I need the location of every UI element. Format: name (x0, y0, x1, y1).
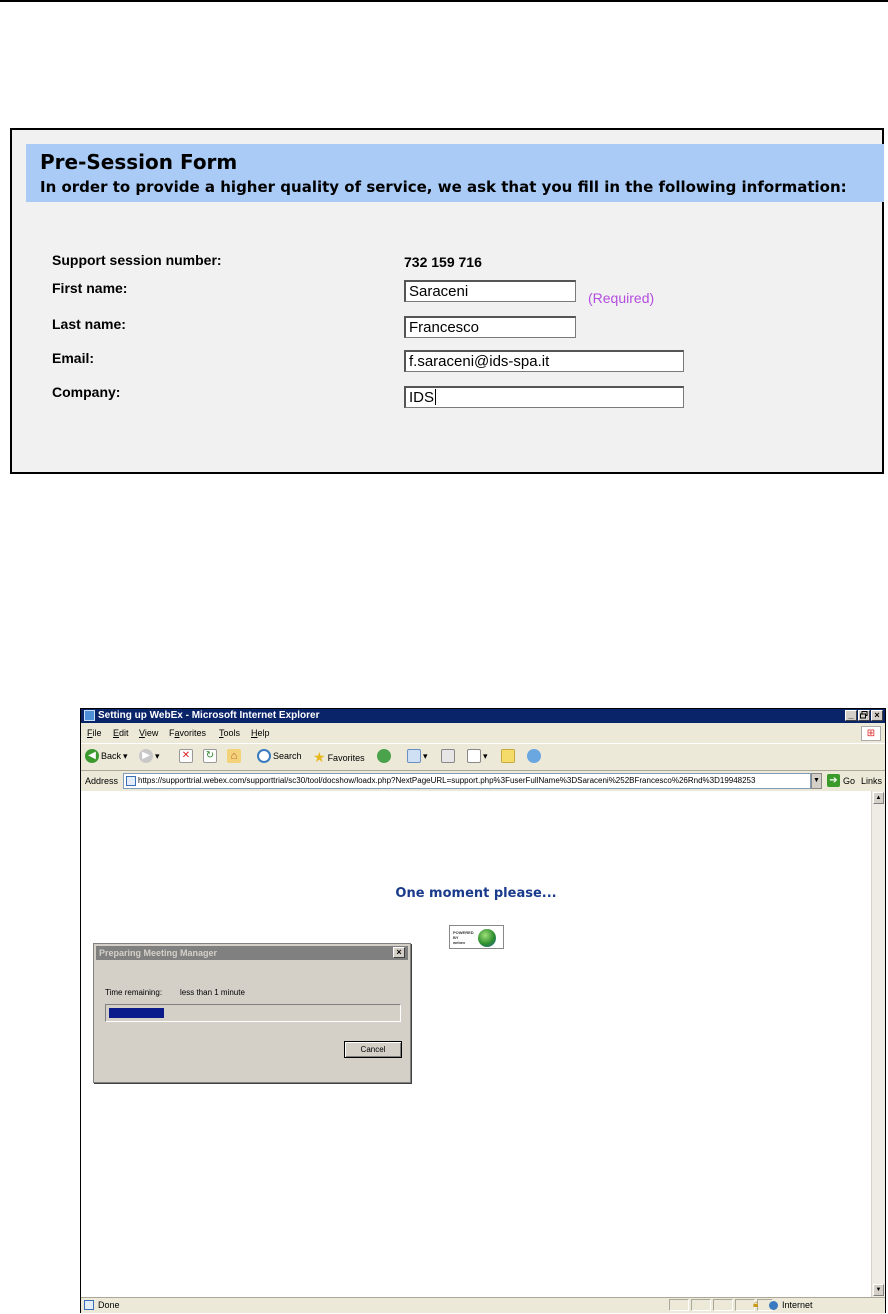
scroll-up-button[interactable]: ▲ (873, 792, 884, 804)
menu-help[interactable]: Help (251, 728, 270, 738)
session-number-value: 732 159 716 (404, 254, 482, 270)
text-caret (435, 389, 436, 405)
refresh-button[interactable] (203, 749, 217, 763)
scroll-down-button[interactable]: ▼ (873, 1284, 884, 1296)
page-content (81, 791, 871, 1297)
progress-bar (105, 1004, 401, 1022)
stop-button[interactable] (179, 749, 193, 763)
back-button[interactable]: ◀ Back ▾ (85, 749, 128, 763)
discuss-button[interactable] (501, 749, 515, 763)
dialog-close-button[interactable]: × (393, 947, 405, 958)
page-done-icon (84, 1300, 94, 1310)
address-bar (81, 771, 885, 792)
address-label: Address (85, 776, 119, 786)
edit-page-icon (467, 749, 481, 763)
print-icon (441, 749, 455, 763)
home-button[interactable] (227, 749, 241, 763)
pre-session-form (10, 128, 884, 474)
lock-icon: 🔒︎ (753, 1299, 759, 1310)
messenger-button[interactable] (527, 749, 541, 763)
cancel-button[interactable]: Cancel (344, 1041, 402, 1058)
status-cell (691, 1299, 711, 1311)
company-label: Company: (52, 384, 121, 400)
menu-edit[interactable]: Edit (113, 728, 129, 738)
close-button[interactable]: × (871, 710, 883, 721)
forward-button[interactable] (139, 749, 160, 763)
session-number-label: Support session number: (52, 252, 222, 268)
form-title: Pre-Session Form (40, 150, 238, 174)
zone-text: Internet (782, 1300, 813, 1310)
windows-logo-icon: ⊞ (861, 726, 881, 741)
company-value: IDS (409, 389, 435, 406)
dropdown-arrow-icon: ▾ (155, 750, 160, 761)
progress-bar-fill (109, 1008, 164, 1018)
page-icon (126, 776, 136, 786)
status-bar (81, 1297, 885, 1313)
stop-icon: ✕ (179, 749, 193, 763)
forward-arrow-icon: ▶ (139, 749, 153, 763)
refresh-icon: ↻ (203, 749, 217, 763)
messenger-icon (527, 749, 541, 763)
menu-file[interactable]: File (87, 728, 102, 738)
star-icon: ★ (313, 749, 326, 765)
menu-view[interactable]: View (139, 728, 159, 738)
browser-titlebar (81, 709, 885, 723)
search-icon (257, 749, 271, 763)
restore-icon (860, 711, 868, 719)
ie-page-icon (84, 710, 95, 721)
status-cell (735, 1299, 755, 1311)
address-input[interactable] (123, 773, 811, 789)
browser-title: Setting up WebEx - Microsoft Internet Explorer (98, 710, 320, 721)
first-name-field[interactable]: Saraceni (404, 280, 576, 302)
address-dropdown-button[interactable]: ▼ (811, 773, 822, 789)
print-button[interactable] (441, 749, 455, 763)
favorites-button[interactable]: ★ Favorites (313, 749, 365, 765)
go-arrow-icon: ➔ (827, 774, 840, 787)
history-button[interactable] (377, 749, 391, 763)
standard-toolbar (81, 743, 885, 771)
dropdown-arrow-icon: ▾ (423, 750, 428, 761)
page-top-rule (0, 0, 888, 2)
required-note: (Required) (588, 290, 655, 306)
email-label: Email: (52, 350, 95, 366)
time-remaining-value: less than 1 minute (180, 988, 245, 997)
search-button[interactable]: Search (257, 749, 302, 763)
back-arrow-icon: ◀ (85, 749, 99, 763)
first-name-label: First name: (52, 280, 128, 296)
time-remaining-label: Time remaining: (105, 988, 163, 997)
history-icon (377, 749, 391, 763)
go-button[interactable]: ➔ Go (827, 774, 855, 787)
dropdown-arrow-icon: ▾ (123, 750, 128, 761)
address-url: https://supporttrial.webex.com/supporttrial/sc30/tool/docshow/loadx.php?NextPageURL=support.php%3FuserFullName%3DSaraceni%252BFrancesco%26Rnd%3D19948253 (138, 776, 756, 785)
status-cell (713, 1299, 733, 1311)
globe-icon (478, 929, 496, 947)
internet-zone-icon (769, 1301, 778, 1310)
status-text: Done (98, 1300, 120, 1310)
powered-by-webex-logo (449, 925, 504, 949)
menu-bar (81, 725, 885, 742)
form-subtitle: In order to provide a higher quality of service, we ask that you fill in the following information: (40, 178, 847, 196)
last-name-field[interactable]: Francesco (404, 316, 576, 338)
preparing-dialog (93, 943, 411, 1083)
links-button[interactable]: Links (861, 776, 883, 786)
dialog-titlebar (96, 946, 408, 960)
menu-tools[interactable]: Tools (219, 728, 241, 738)
last-name-label: Last name: (52, 316, 126, 332)
browser-window (80, 708, 886, 1313)
powered-by-text: POWERED BY webex (453, 930, 474, 945)
folder-icon (501, 749, 515, 763)
home-icon: ⌂ (227, 749, 241, 763)
maximize-button[interactable] (858, 710, 870, 721)
menu-favorites[interactable]: Favorites (169, 728, 207, 738)
vertical-scrollbar[interactable] (871, 791, 885, 1297)
email-field[interactable]: f.saraceni@ids-spa.it (404, 350, 684, 372)
dialog-title: Preparing Meeting Manager (99, 948, 218, 958)
edit-button[interactable] (467, 749, 488, 763)
dropdown-arrow-icon: ▾ (483, 750, 488, 761)
mail-icon (407, 749, 421, 763)
loading-message: One moment please... (395, 886, 557, 901)
minimize-button[interactable]: _ (845, 710, 857, 721)
company-field[interactable] (404, 386, 684, 408)
status-cell (669, 1299, 689, 1311)
mail-button[interactable] (407, 749, 428, 763)
